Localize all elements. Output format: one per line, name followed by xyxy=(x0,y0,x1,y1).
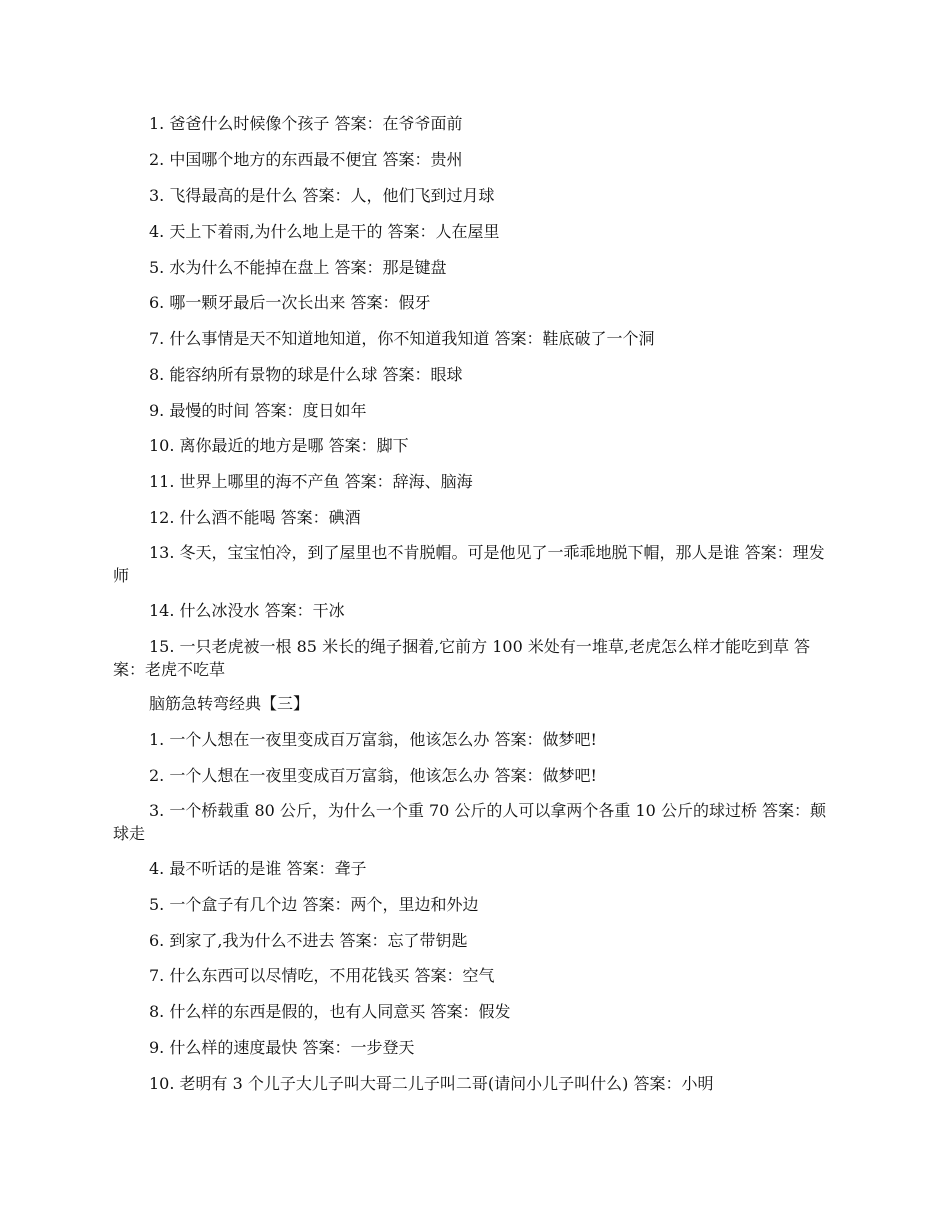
list-item: 7. 什么事情是天不知道地知道，你不知道我知道 答案：鞋底破了一个洞 xyxy=(149,329,655,348)
list-item: 1. 一个人想在一夜里变成百万富翁，他该怎么办 答案：做梦吧! xyxy=(149,730,597,749)
list-item: 8. 能容纳所有景物的球是什么球 答案：眼球 xyxy=(149,365,463,384)
list-item: 9. 什么样的速度最快 答案：一步登天 xyxy=(149,1038,415,1057)
list-item: 6. 到家了,我为什么不进去 答案：忘了带钥匙 xyxy=(149,931,468,950)
list-item: 7. 什么东西可以尽情吃，不用花钱买 答案：空气 xyxy=(149,966,495,985)
list-item: 1. 爸爸什么时候像个孩子 答案：在爷爷面前 xyxy=(149,114,463,133)
list-item: 5. 水为什么不能掉在盘上 答案：那是键盘 xyxy=(149,258,447,277)
list-item: 10. 离你最近的地方是哪 答案：脚下 xyxy=(149,436,409,455)
list-item: 2. 一个人想在一夜里变成百万富翁，他该怎么办 答案：做梦吧! xyxy=(149,766,597,785)
list-item: 12. 什么酒不能喝 答案：碘酒 xyxy=(149,508,361,527)
list-item: 10. 老明有 3 个儿子大儿子叫大哥二儿子叫二哥(请问小儿子叫什么) 答案：小明 xyxy=(149,1074,714,1093)
list-item: 6. 哪一颗牙最后一次长出来 答案：假牙 xyxy=(149,293,431,312)
list-item: 2. 中国哪个地方的东西最不便宜 答案：贵州 xyxy=(149,150,463,169)
list-item: 14. 什么冰没水 答案：干冰 xyxy=(149,601,345,620)
list-item: 11. 世界上哪里的海不产鱼 答案：辞海、脑海 xyxy=(149,472,473,491)
list-item: 13. 冬天，宝宝怕冷，到了屋里也不肯脱帽。可是他见了一乖乖地脱下帽，那人是谁 答案：理发师 xyxy=(113,543,825,585)
list-item: 5. 一个盒子有几个边 答案：两个，里边和外边 xyxy=(149,895,479,914)
list-item: 4. 天上下着雨,为什么地上是干的 答案：人在屋里 xyxy=(149,222,500,241)
section-heading: 脑筋急转弯经典【三】 xyxy=(149,694,310,713)
list-item: 3. 一个桥载重 80 公斤，为什么一个重 70 公斤的人可以拿两个各重 10 公斤的球过桥 答案：颠球走 xyxy=(113,801,827,843)
list-item: 9. 最慢的时间 答案：度日如年 xyxy=(149,401,367,420)
list-item: 4. 最不听话的是谁 答案：聋子 xyxy=(149,859,367,878)
list-item: 8. 什么样的东西是假的，也有人同意买 答案：假发 xyxy=(149,1002,511,1021)
list-item: 15. 一只老虎被一根 85 米长的绳子捆着,它前方 100 米处有一堆草,老虎怎么样才能吃到草 答案：老虎不吃草 xyxy=(113,637,811,679)
list-item: 3. 飞得最高的是什么 答案：人，他们飞到过月球 xyxy=(149,186,495,205)
